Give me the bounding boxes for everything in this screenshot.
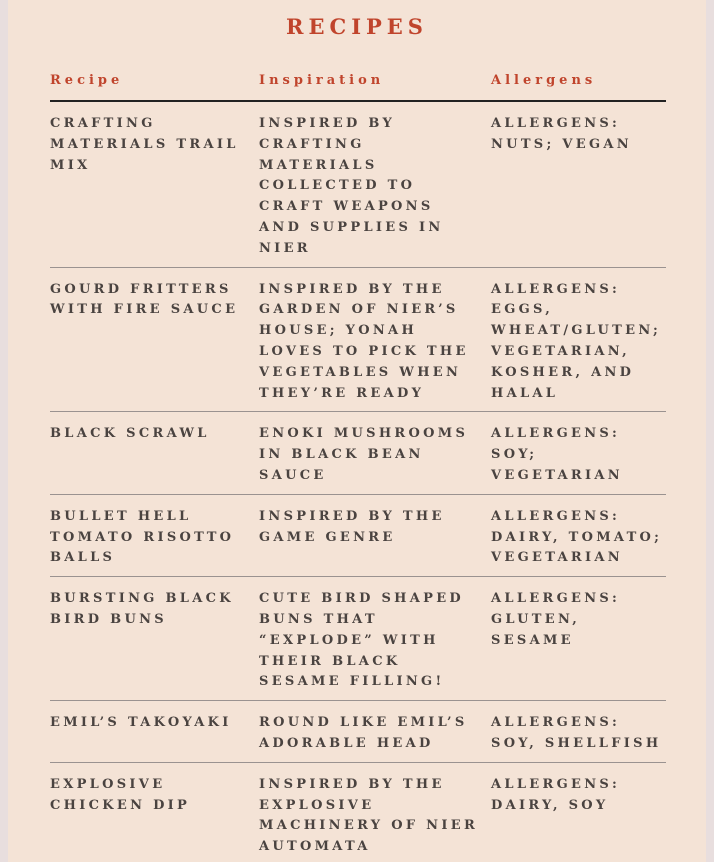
recipe-inspiration: INSPIRED BY THE GAME GENRE xyxy=(259,494,491,576)
recipe-name: EMIL’S TAKOYAKI xyxy=(50,701,259,763)
header-inspiration: Inspiration xyxy=(259,66,491,101)
table-row xyxy=(50,494,666,576)
table-row xyxy=(50,577,666,701)
recipe-allergens: ALLERGENS: NUTS; VEGAN xyxy=(491,101,666,267)
table-row xyxy=(50,412,666,494)
recipe-allergens: ALLERGENS: DAIRY, TOMATO; VEGETARIAN xyxy=(491,494,666,576)
recipe-allergens: ALLERGENS: SOY; VEGETARIAN xyxy=(491,412,666,494)
recipe-inspiration: ENOKI MUSHROOMS IN BLACK BEAN SAUCE xyxy=(259,412,491,494)
recipe-name: CRAFTING MATERIALS TRAIL MIX xyxy=(50,101,259,267)
recipe-name: BLACK SCRAWL xyxy=(50,412,259,494)
recipe-inspiration: ROUND LIKE EMIL’S ADORABLE HEAD xyxy=(259,701,491,763)
recipe-name: GOURD FRITTERS WITH FIRE SAUCE xyxy=(50,267,259,412)
header-allergens: Allergens xyxy=(491,66,666,101)
recipe-name: BURSTING BLACK BIRD BUNS xyxy=(50,577,259,701)
recipes-page xyxy=(8,0,706,862)
recipe-allergens: ALLERGENS: SOY, SHELLFISH xyxy=(491,701,666,763)
table-row xyxy=(50,762,666,862)
recipe-inspiration: INSPIRED BY CRAFTING MATERIALS COLLECTED TO CRAFT WEAPONS AND SUPPLIES IN NIER xyxy=(259,101,491,267)
table-row xyxy=(50,701,666,763)
header-recipe: Recipe xyxy=(50,66,259,101)
recipe-inspiration: INSPIRED BY THE EXPLOSIVE MACHINERY OF NIER AUTOMATA xyxy=(259,762,491,862)
recipe-name: EXPLOSIVE CHICKEN DIP xyxy=(50,762,259,862)
recipe-name: BULLET HELL TOMATO RISOTTO BALLS xyxy=(50,494,259,576)
page-title: RECIPES xyxy=(286,14,428,39)
recipe-allergens: ALLERGENS: GLUTEN, SESAME xyxy=(491,577,666,701)
table-header-row xyxy=(50,66,666,101)
recipe-inspiration: CUTE BIRD SHAPED BUNS THAT “EXPLODE” WITH THEIR BLACK SESAME FILLING! xyxy=(259,577,491,701)
recipe-allergens: ALLERGENS: DAIRY, SOY xyxy=(491,762,666,862)
table-row xyxy=(50,267,666,412)
table-row xyxy=(50,101,666,267)
recipe-inspiration: INSPIRED BY THE GARDEN OF NIER’S HOUSE; YONAH LOVES TO PICK THE VEGETABLES WHEN THEY’RE READY xyxy=(259,267,491,412)
recipe-allergens: ALLERGENS: EGGS, WHEAT/GLUTEN; VEGETARIAN, KOSHER, AND HALAL xyxy=(491,267,666,412)
recipes-table xyxy=(50,66,666,862)
